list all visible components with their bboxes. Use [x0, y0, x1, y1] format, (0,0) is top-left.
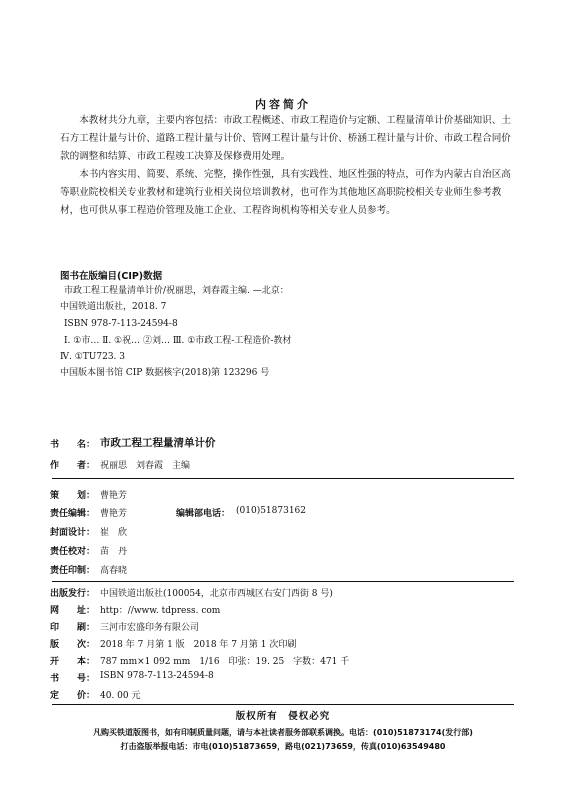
website-label: 网 址：: [50, 606, 96, 616]
phone-value: (010)51873162: [236, 506, 307, 516]
printer-value: 三河市宏盛印务有限公司: [100, 623, 200, 633]
proofreader-value: 苗 丹: [100, 547, 128, 557]
cip-line: Ⅰ. ①市… Ⅱ. ①祝… ②刘… Ⅲ. ①市政工程-工程造价-教材: [64, 336, 292, 346]
printer-label: 印 刷：: [50, 623, 96, 633]
book-title-label: 书 名：: [50, 440, 96, 450]
format-label: 开 本：: [50, 657, 96, 667]
piracy-report-notice: 打击盗版举报电话：市电(010)51873659，路电(021)73659，传真(010)63549480: [120, 742, 446, 751]
price-value: 40. 00 元: [100, 691, 141, 701]
editor-value: 曹艳芳: [100, 509, 128, 519]
isbn-label: 书 号：: [50, 674, 96, 684]
price-label: 定 价：: [50, 691, 96, 701]
print-manager-value: 高春晓: [100, 566, 128, 576]
edition-value: 2018 年 7 月第 1 版 2018 年 7 月第 1 次印刷: [100, 640, 297, 650]
author-label: 作 者：: [50, 461, 96, 471]
author-value: 祝丽思 刘春霞 主编: [100, 461, 191, 471]
book-title-value: 市政工程工程量清单计价: [100, 437, 216, 449]
print-manager-label: 责任印制：: [50, 566, 96, 576]
format-value: 787 mm×1 092 mm 1/16 印张：19. 25 字数：471 千: [100, 657, 350, 667]
editor-label: 责任编辑：: [50, 509, 96, 519]
planner-label: 策 划：: [50, 491, 96, 501]
intro-title: 内容简介: [255, 98, 311, 111]
publisher-value: 中国铁道出版社(100054，北京市西城区右安门西街 8 号): [100, 589, 333, 599]
proofreader-label: 责任校对：: [50, 547, 96, 557]
publisher-label: 出版发行：: [50, 589, 96, 599]
cover-designer-value: 崔 欣: [100, 528, 128, 538]
planner-value: 曹艳芳: [100, 491, 128, 501]
cip-line: Ⅳ. ①TU723. 3: [60, 352, 125, 362]
cip-heading: 图书在版编目(CIP)数据: [60, 271, 163, 282]
intro-paragraph-1: 本教材共分九章，主要内容包括：市政工程概述、市政工程造价与定额、工程量清单计价基础知识、土石方工程计量与计价、道路工程计量与计价、管网工程计量与计价、桥涵工程计量与计价、市政工程合同价款的调整和结算、市政工程竣工决算及保修费用处理。: [60, 115, 511, 162]
intro-paragraph-2: 本书内容实用、简要、系统、完整，操作性强，具有实践性、地区性强的特点，可作为内蒙古自治区高等职业院校相关专业教材和建筑行业相关岗位培训教材，也可作为其他地区高职院校相关专业师生参考教材，也可供从事工程造价管理及施工企业、工程咨询机构等相关专业人员参考。: [60, 169, 511, 216]
cip-line: 中国铁道出版社，2018. 7: [60, 302, 167, 312]
phone-label: 编辑部电话：: [176, 509, 231, 519]
quality-notice: 凡购买铁道版图书，如有印制质量问题，请与本社读者服务部联系调换。电话：(010)51873174(发行部): [93, 728, 473, 737]
cip-line: ISBN 978-7-113-24594-8: [64, 319, 178, 329]
cip-line: 市政工程工程量清单计价/祝丽思，刘春霞主编. —北京：: [64, 286, 289, 296]
cip-line: 中国版本图书馆 CIP 数据核字(2018)第 123296 号: [60, 368, 270, 378]
section-divider: [52, 478, 514, 479]
copyright-notice: 版权所有 侵权必究: [235, 711, 331, 722]
section-divider: [52, 704, 514, 705]
cover-designer-label: 封面设计：: [50, 528, 96, 538]
section-divider: [52, 581, 514, 582]
isbn-value: ISBN 978-7-113-24594-8: [100, 671, 214, 681]
edition-label: 版 次：: [50, 640, 96, 650]
website-value[interactable]: http：//www. tdpress. com: [100, 606, 221, 616]
